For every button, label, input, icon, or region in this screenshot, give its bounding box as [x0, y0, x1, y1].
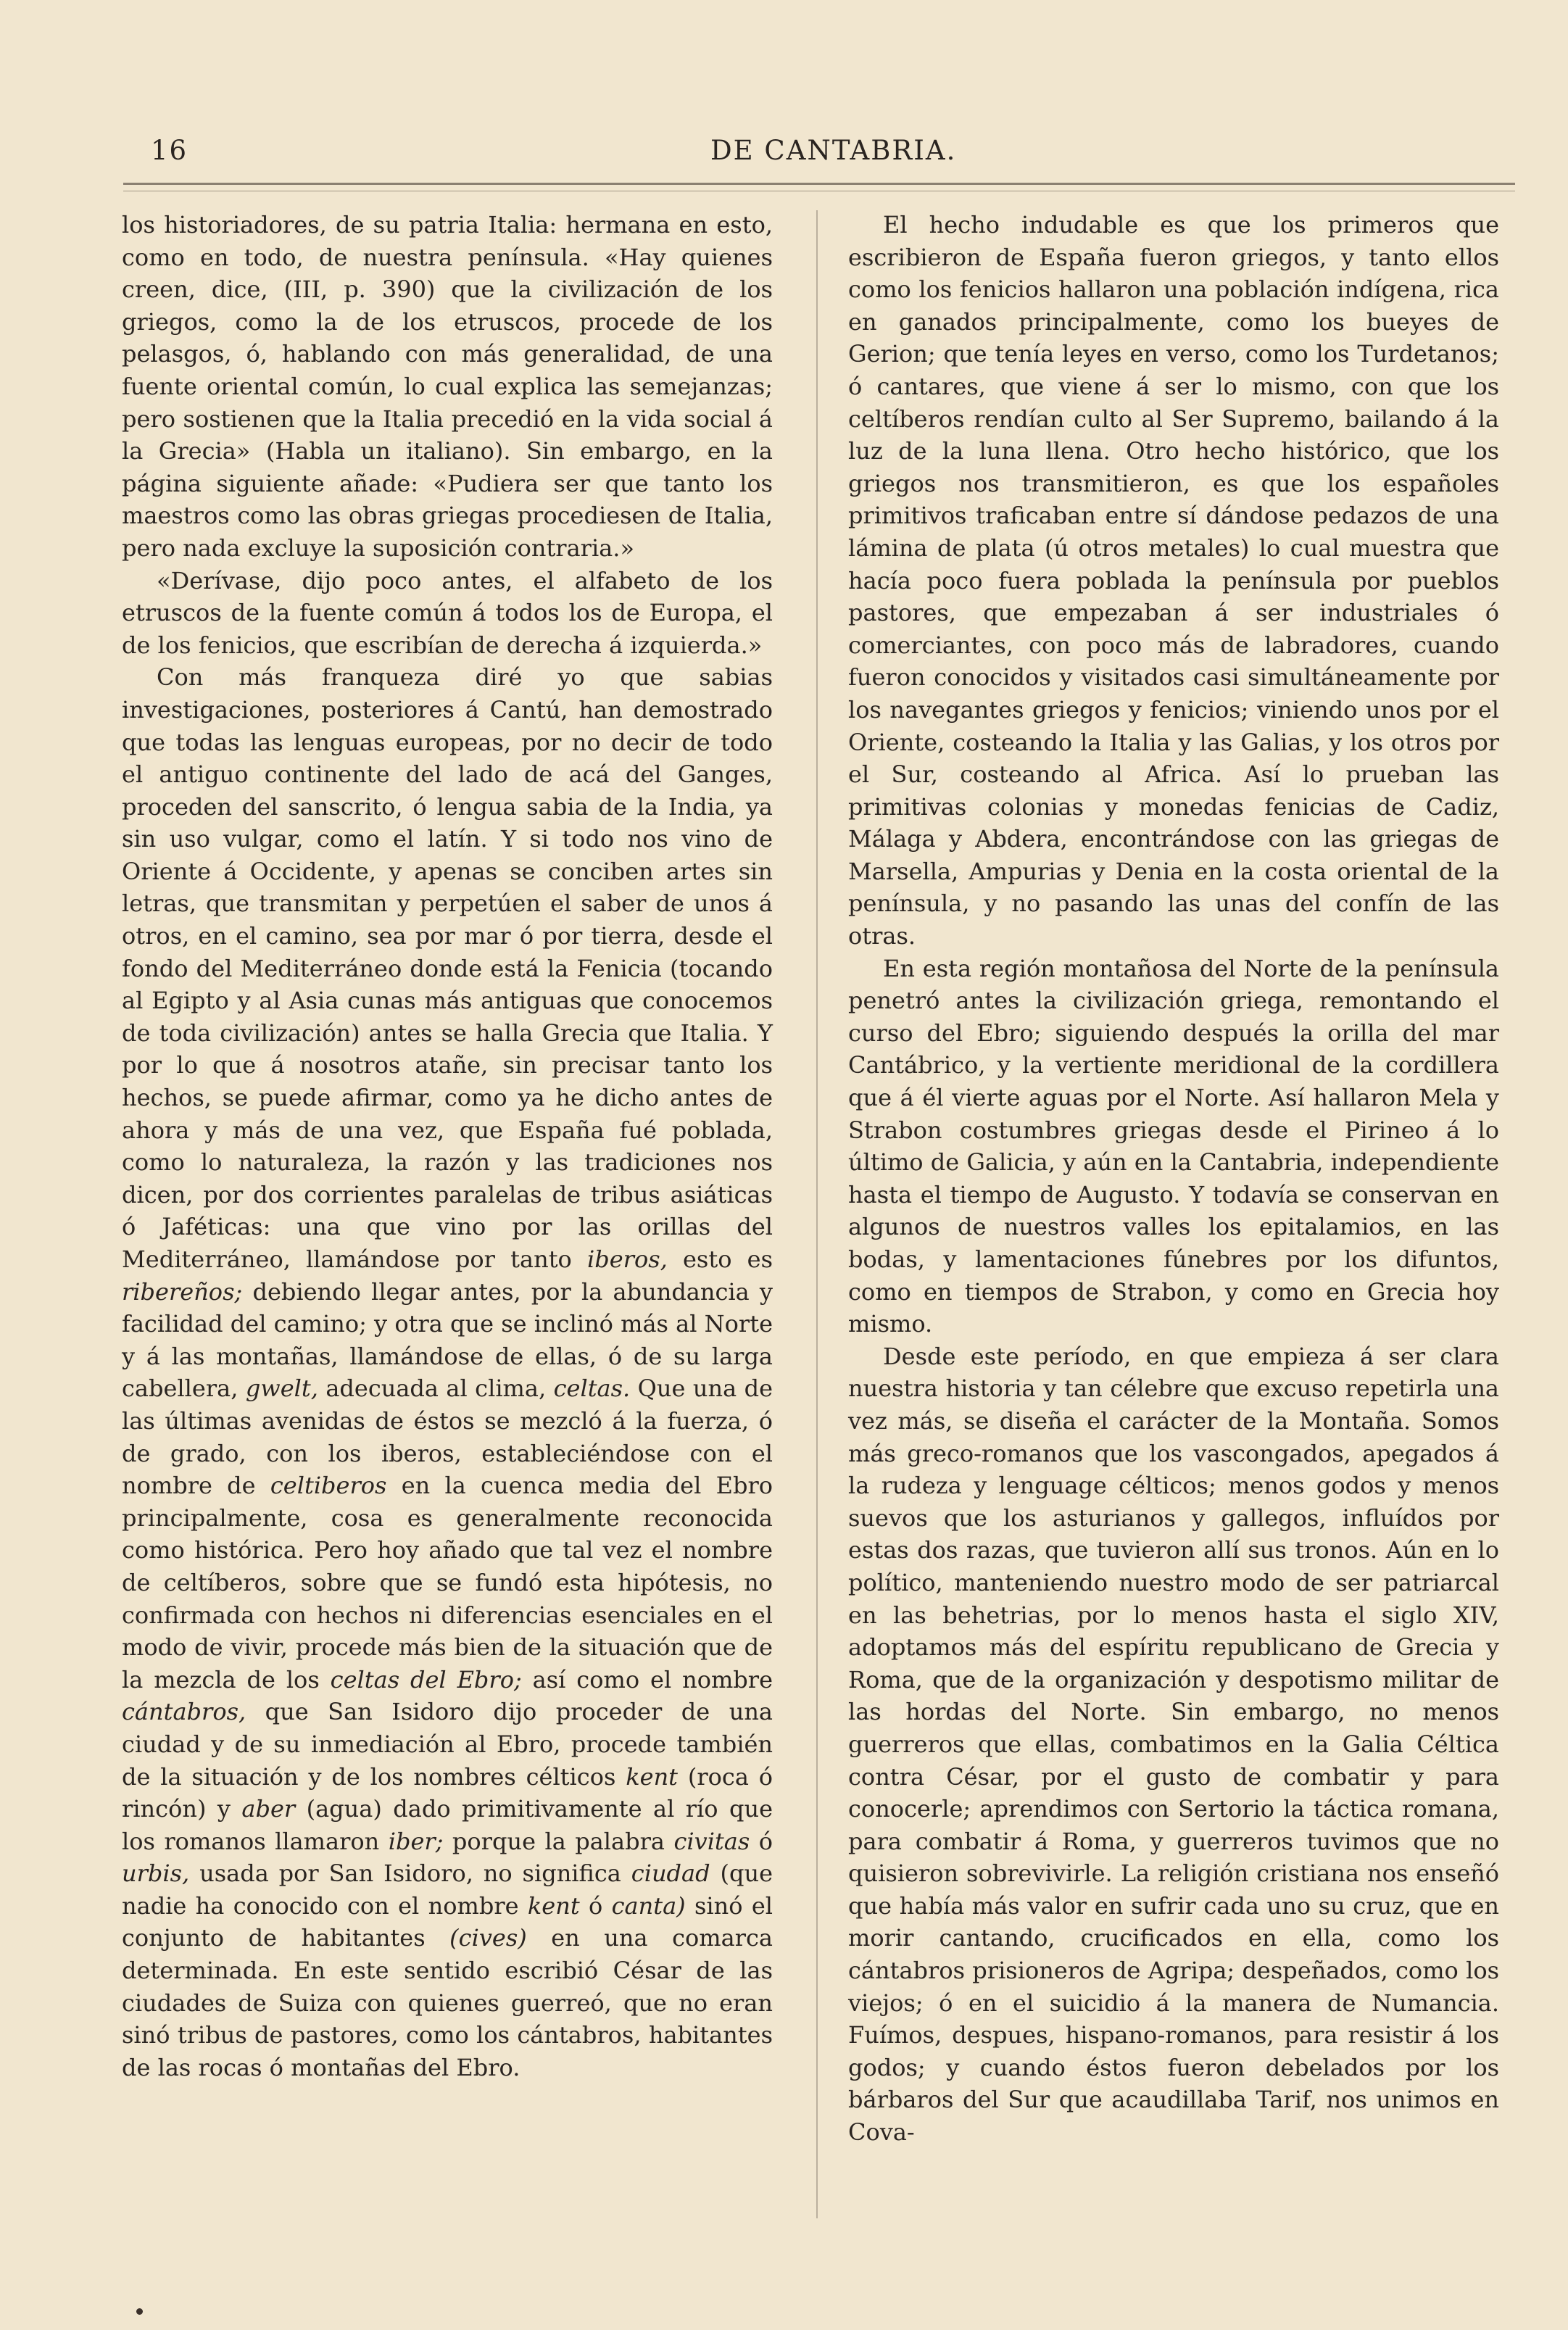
ink-dot	[136, 2308, 143, 2315]
page-header	[123, 135, 1515, 175]
paragraph: los historiadores, de su patria Italia: hermana en esto, como en todo, de nuestra península. «Hay quienes creen, dice, (III, p. 390) que la civilización de los griegos, como la de los etruscos, procede de los pelasgos, ó, hablando con más generalidad, de una fuente oriental común, lo cual explica las semejanzas; pero sostienen que la Italia precedió en la vida social á la Grecia» (Habla un italiano). Sin embargo, en la página siguiente añade: «Pudiera ser que tanto los maestros como las obras griegas procediesen de Italia, pero nada excluye la suposición contraria.»	[122, 211, 773, 562]
paragraph: En esta región montañosa del Norte de la península penetró antes la civilización griega, remontando el curso del Ebro; siguiendo después la orilla del mar Cantábrico, y la vertiente meridional de la cordillera que á él vierte aguas por el Norte. Así hallaron Mela y Strabon costumbres griegas desde el Pirineo á lo último de Galicia, y aún en la Cantabria, independiente hasta el tiempo de Augusto. Y todavía se conservan en algunos de nuestros valles los epitalamios, en las bodas, y lamentaciones fúnebres por los difuntos, como en tiempos de Strabon, y como en Grecia hoy mismo.	[848, 954, 1499, 1338]
header-rule	[123, 183, 1515, 191]
column-divider	[816, 210, 818, 2218]
page-number: 16	[151, 135, 188, 166]
right-column	[848, 209, 1499, 2149]
paragraph: Desde este período, en que empieza á ser clara nuestra historia y tan célebre que excuso repetirla una vez más, se diseña el carácter de la Montaña. Somos más greco-romanos que los vascongados, apegados á la rudeza y lenguage célticos; menos godos y menos suevos que los asturianos y gallegos, influídos por estas dos razas, que tuvieron allí sus tronos. Aún en lo político, manteniendo nuestro modo de ser patriarcal en las behetrias, por lo menos hasta el siglo XIV, adoptamos más del espíritu republicano de Grecia y Roma, que de la organización y despotismo militar de las hordas del Norte. Sin embargo, no menos guerreros que ellas, combatimos en la Galia Céltica contra César, por el gusto de combatir y para conocerle; aprendimos con Sertorio la táctica romana, para combatir á Roma, y guerreros tuvimos que no quisieron sobrevivirle. La religión cristiana nos enseñó que había más valor en sufrir cada uno su cruz, que en morir cantando, crucificados en ella, como los cántabros prisioneros de Agripa; despeñados, como los viejos; ó en el suicidio á la manera de Numancia. Fuímos, despues, hispano-romanos, para resistir á los godos; y cuando éstos fueron debelados por los bárbaros del Sur que acaudillaba Tarif, nos unimos en Cova-	[848, 1342, 1499, 2147]
paragraph: «Derívase, dijo poco antes, el alfabeto de los etruscos de la fuente común á todos los de Europa, el de los fenicios, que escribían de derecha á izquierda.»	[122, 566, 773, 659]
left-column	[122, 209, 773, 2084]
running-title: DE CANTABRIA.	[710, 135, 957, 166]
paragraph: Con más franqueza diré yo que sabias investigaciones, posteriores á Cantú, han demostrado que todas las lenguas europeas, por no decir de todo el antiguo continente del lado de acá del Ganges, proceden del sanscrito, ó lengua sabia de la India, ya sin uso vulgar, como el latín. Y si todo nos vino de Oriente á Occidente, y apenas se conciben artes sin letras, que transmitan y perpetúen el saber de unos á otros, en el camino, sea por mar ó por tierra, desde el fondo del Mediterráneo donde está la Fenicia (tocando al Egipto y al Asia cunas más antiguas que conocemos de toda civilización) antes se halla Grecia que Italia. Y por lo que á nosotros atañe, sin precisar tanto los hechos, se puede afirmar, como ya he dicho antes de ahora y más de una vez, que España fué poblada, como lo naturaleza, la razón y las tradiciones nos dicen, por dos corrientes paralelas de tribus asiáticas ó Jaféticas: una que vino por las orillas del Mediterráneo, llamándose por tanto iberos, esto es ribereños; debiendo llegar antes, por la abundancia y facilidad del camino; y otra que se inclinó más al Norte y á las montañas, llamándose de ellas, ó de su larga cabellera, gwelt, adecuada al clima, celtas. Que una de las últimas avenidas de éstos se mezcló á la fuerza, ó de grado, con los iberos, estableciéndose con el nombre de celtiberos en la cuenca media del Ebro principalmente, cosa es generalmente reconocida como histórica. Pero hoy añado que tal vez el nombre de celtíberos, sobre que se fundó esta hipótesis, no confirmada con hechos ni diferencias esenciales en el modo de vivir, procede más bien de la situación que de la mezcla de los celtas del Ebro; así como el nombre cántabros, que San Isidoro dijo proceder de una ciudad y de su inmediación al Ebro, procede también de la situación y de los nombres célticos kent (roca ó rincón) y aber (agua) dado primitivamente al río que los romanos llamaron iber; porque la palabra civitas ó urbis, usada por San Isidoro, no significa ciudad (que nadie ha conocido con el nombre kent ó canta) sinó el conjunto de habitantes (cives) en una comarca determinada. En este sentido escribió César de las ciudades de Suiza con quienes guerreó, que no eran sinó tribus de pastores, como los cántabros, habitantes de las rocas ó montañas del Ebro.	[122, 663, 773, 2081]
paragraph: El hecho indudable es que los primeros que escribieron de España fueron griegos, y tanto ellos como los fenicios hallaron una población indígena, rica en ganados principalmente, como los bueyes de Gerion; que tenía leyes en verso, como los Turdetanos; ó cantares, que viene á ser lo mismo, con que los celtíberos rendían culto al Ser Supremo, bailando á la luz de la luna llena. Otro hecho histórico, que los griegos nos transmitieron, es que los españoles primitivos traficaban entre sí dándose pedazos de una lámina de plata (ú otros metales) lo cual muestra que hacía poco fuera poblada la península por pueblos pastores, que empezaban á ser industriales ó comerciantes, con poco más de labradores, cuando fueron conocidos y visitados casi simultáneamente por los navegantes griegos y fenicios; viniendo unos por el Oriente, costeando la Italia y las Galias, y los otros por el Sur, costeando al Africa. Así lo prueban las primitivas colonias y monedas fenicias de Cadiz, Málaga y Abdera, encontrándose con las griegas de Marsella, Ampurias y Denia en la costa oriental de la península, y no pasando las unas del confín de las otras.	[848, 211, 1499, 950]
